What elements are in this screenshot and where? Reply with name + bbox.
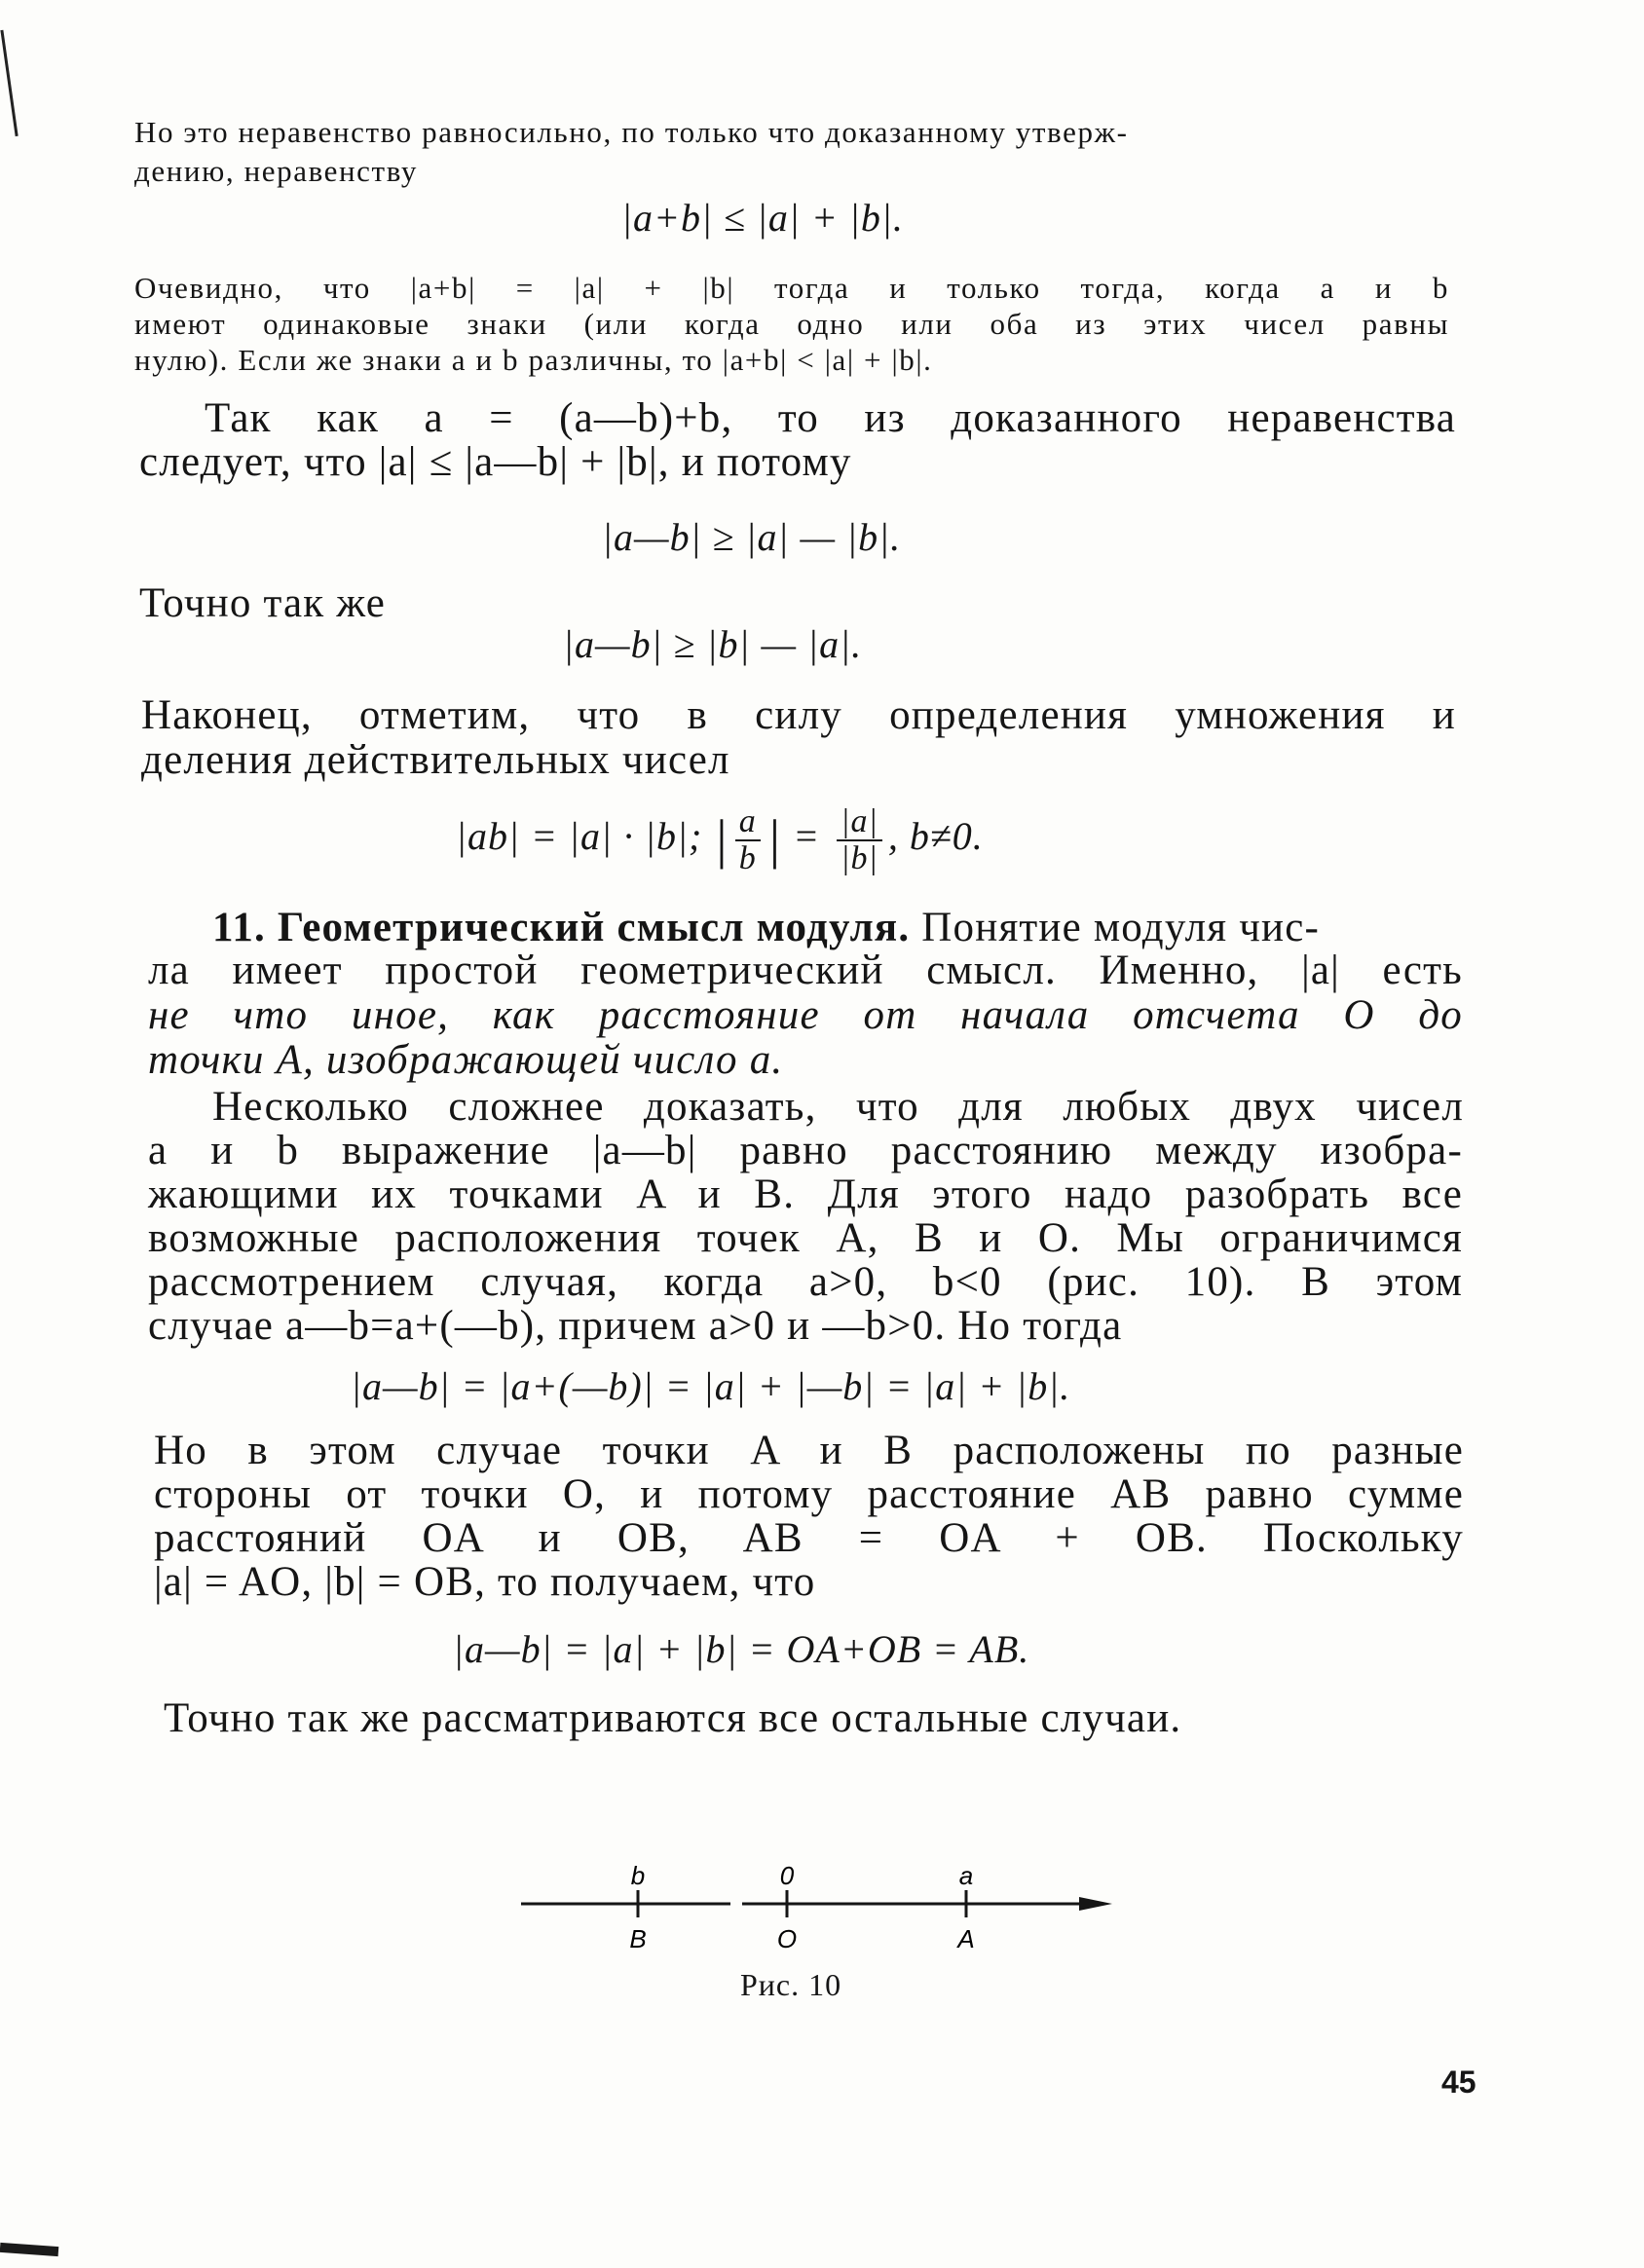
scan-corner-mark [0,2243,58,2256]
paragraph-6-line-3: жающими их точками A и B. Для этого надо разобрать все [148,1171,1463,1217]
paragraph-6-line-6: случае a—b=a+(—b), причем a>0 и —b>0. Но тогда [148,1303,1123,1349]
formula-difference-1: |a—b| ≥ |a| — |b|. [602,515,902,559]
paragraph-6-line-5: рассмотрением случая, когда a>0, b<0 (рис. 10). В этом [148,1259,1463,1305]
section-11-line-2: ла имеет простой геометрический смысл. Именно, |a| есть [148,948,1463,993]
paragraph-7-line-2: стороны от точки O, и потому расстояние AB равно сумме [154,1471,1464,1517]
formula-product-quotient: |ab| = |a| · |b|; | $\frac{a}{b}$ | = $\frac{|a|}{|b|}$ , b≠0. [456,803,984,876]
paragraph-6-line-2: a и b выражение |a—b| равно расстоянию между изобра- [148,1128,1463,1173]
formula-condition: , b≠0. [887,813,984,858]
section-11-line-1 [212,904,1464,951]
label-bottom-A: A [957,1924,975,1953]
paragraph-7-line-4: |a| = AO, |b| = OB, то получаем, что [154,1559,816,1605]
label-top-0: 0 [779,1861,795,1890]
paragraph-7-line-3: расстояний OA и OB, AB = OA + OB. Поскольку [154,1515,1464,1561]
fraction-a-over-b: $\frac{a}{b}$ [735,804,761,875]
section-11-line-4: точки A, изображающей число a. [148,1037,784,1083]
label-bottom-B: B [629,1924,647,1953]
axis-arrow-icon [1079,1897,1112,1911]
formula-case-expansion: |a—b| = |a+(—b)| = |a| + |—b| = |a| + |b|. [351,1364,1071,1408]
figure-number-line [516,1855,1120,1962]
section-line-1-rest: Понятие модуля чис- [921,905,1321,950]
paragraph-6-line-1: Несколько сложнее доказать, что для любых двух чисел [212,1084,1464,1130]
label-bottom-O: O [776,1924,798,1953]
page-number: 45 [1441,2064,1476,2100]
paragraph-7-line-1: Но в этом случае точки A и B расположены по разные [154,1428,1464,1473]
formula-equals: = [793,813,821,858]
formula-distance-sum: |a—b| = |a| + |b| = OA+OB = AB. [453,1627,1030,1671]
formula-difference-2: |a—b| ≥ |b| — |a|. [563,622,863,666]
paragraph-5-line-2: деления действительных чисел [141,737,730,783]
scan-edge-mark [0,29,23,136]
paragraph-3-line-1: Так как a = (a—b)+b, то из доказанного неравенства [205,395,1456,441]
formula-triangle-inequality: |a+b| ≤ |a| + |b|. [621,196,904,240]
figure-caption: Рис. 10 [740,1967,842,2002]
paragraph-2-line-3: нулю). Если же знаки a и b различны, то |a+b| < |a| + |b|. [134,343,933,377]
section-heading: 11. Геометрический смысл модуля. [212,905,911,950]
paragraph-6-line-4: возможные расположения точек A, B и O. Мы ограничимся [148,1215,1463,1261]
paragraph-8: Точно так же рассматриваются все остальные случаи. [164,1695,1182,1741]
label-top-a: a [958,1861,974,1890]
paragraph-4: Точно так же [139,580,386,626]
paragraph-2-line-1: Очевидно, что |a+b| = |a| + |b| тогда и только тогда, когда a и b [134,271,1449,305]
paragraph-1-line-1: Но это неравенство равносильно, по только что доказанному утверж- [134,115,1129,149]
paragraph-5-line-1: Наконец, отметим, что в силу определения умножения и [141,692,1456,738]
paragraph-3-line-2: следует, что |a| ≤ |a—b| + |b|, и потому [139,439,852,485]
number-line-svg [516,1855,1120,1962]
paragraph-1-line-2: дению, неравенству [134,154,418,188]
label-top-b: b [630,1861,646,1890]
section-11-line-3: не что иное, как расстояние от начала отсчета O до [148,992,1463,1038]
fraction-abs-a-over-abs-b: $\frac{|a|}{|b|}$ [837,804,882,875]
formula-product: |ab| = |a| · |b|; [456,813,703,858]
paragraph-2-line-2: имеют одинаковые знаки (или когда одно или оба из этих чисел равны [134,307,1449,341]
